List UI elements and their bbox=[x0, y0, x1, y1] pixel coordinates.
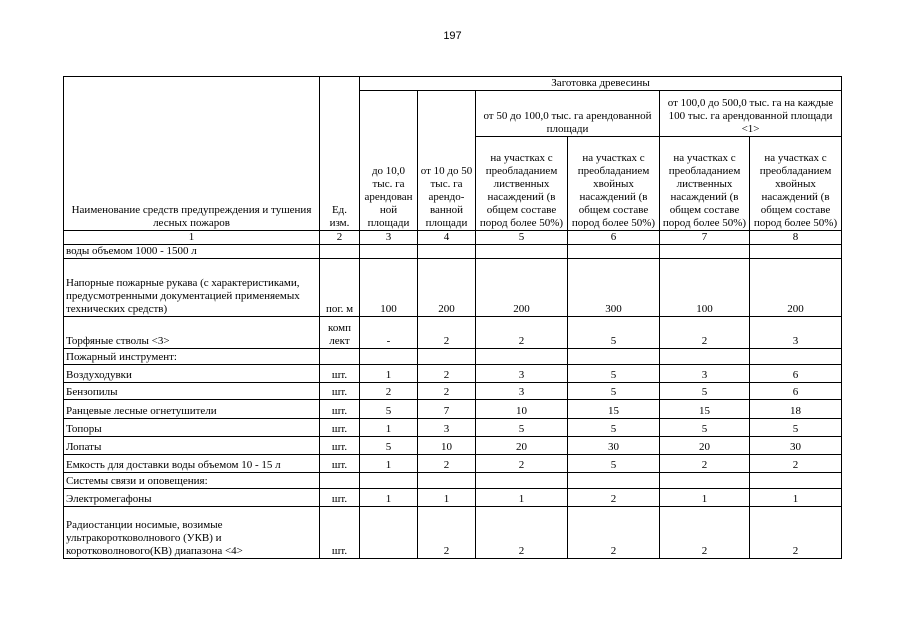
row-unit: шт. bbox=[320, 507, 360, 559]
table-row bbox=[64, 245, 842, 259]
row-name: воды объемом 1000 - 1500 л bbox=[64, 245, 320, 259]
header-dec-2: на участках с преобладанием лиственных насаждений (в общем составе пород более 50%) bbox=[660, 137, 750, 231]
row-value: 2 bbox=[418, 317, 476, 349]
row-value: 100 bbox=[360, 259, 418, 317]
row-value: 3 bbox=[418, 419, 476, 437]
row-value: 5 bbox=[750, 419, 842, 437]
row-value: 2 bbox=[568, 489, 660, 507]
row-value: 2 bbox=[660, 455, 750, 473]
row-unit: шт. bbox=[320, 383, 360, 400]
header-unit: Ед. изм. bbox=[320, 77, 360, 231]
row-value: 10 bbox=[418, 437, 476, 455]
row-value: 3 bbox=[750, 317, 842, 349]
table-row bbox=[64, 259, 842, 317]
row-value: 1 bbox=[418, 489, 476, 507]
row-name: Топоры bbox=[64, 419, 320, 437]
row-value: 5 bbox=[360, 437, 418, 455]
table-row bbox=[64, 419, 842, 437]
row-value: 5 bbox=[660, 419, 750, 437]
row-value: 200 bbox=[476, 259, 568, 317]
row-name: Лопаты bbox=[64, 437, 320, 455]
row-value: 1 bbox=[750, 489, 842, 507]
table-row bbox=[64, 400, 842, 419]
row-unit: шт. bbox=[320, 400, 360, 419]
row-value: 5 bbox=[568, 383, 660, 400]
row-value: 2 bbox=[418, 507, 476, 559]
column-numbers-row bbox=[64, 231, 842, 245]
row-value: 5 bbox=[360, 400, 418, 419]
table-row bbox=[64, 473, 842, 489]
norms-table bbox=[63, 76, 842, 559]
row-value: 5 bbox=[568, 317, 660, 349]
row-value: 2 bbox=[418, 455, 476, 473]
row-value: 30 bbox=[568, 437, 660, 455]
row-value: 2 bbox=[476, 507, 568, 559]
row-unit: шт. bbox=[320, 455, 360, 473]
row-value: 2 bbox=[476, 455, 568, 473]
row-value: 5 bbox=[476, 419, 568, 437]
row-value: 2 bbox=[660, 317, 750, 349]
row-value: 1 bbox=[476, 489, 568, 507]
row-value: 15 bbox=[660, 400, 750, 419]
column-number: 6 bbox=[568, 231, 660, 245]
row-value: 5 bbox=[568, 365, 660, 383]
column-number: 4 bbox=[418, 231, 476, 245]
header-sub-d: от 100,0 до 500,0 тыс. га на каждые 100 тыс. га арендованной площади <1> bbox=[660, 91, 842, 137]
row-value: 5 bbox=[660, 383, 750, 400]
row-value: 5 bbox=[568, 419, 660, 437]
row-value: 1 bbox=[660, 489, 750, 507]
row-value: 1 bbox=[360, 419, 418, 437]
row-value bbox=[360, 507, 418, 559]
row-name: Ранцевые лесные огнетушители bbox=[64, 400, 320, 419]
row-value: 200 bbox=[750, 259, 842, 317]
header-sub-b: от 10 до 50 тыс. га арендо- ванной площади bbox=[418, 91, 476, 231]
row-value: 1 bbox=[360, 455, 418, 473]
row-value: 3 bbox=[476, 383, 568, 400]
table-row bbox=[64, 349, 842, 365]
row-unit: шт. bbox=[320, 437, 360, 455]
row-value: 6 bbox=[750, 383, 842, 400]
column-number: 1 bbox=[64, 231, 320, 245]
row-name: Напорные пожарные рукава (с характеристиками, предусмотренными документацией применяемых технических средств) bbox=[64, 259, 320, 317]
table-row bbox=[64, 455, 842, 473]
table-row bbox=[64, 437, 842, 455]
row-value: 6 bbox=[750, 365, 842, 383]
header-group: Заготовка древесины bbox=[360, 77, 842, 91]
row-value: 3 bbox=[476, 365, 568, 383]
row-value: 5 bbox=[568, 455, 660, 473]
header-name: Наименование средств предупреждения и тушения лесных пожаров bbox=[64, 77, 320, 231]
table-row bbox=[64, 365, 842, 383]
row-unit bbox=[320, 317, 360, 349]
page-number: 197 bbox=[443, 30, 462, 42]
row-value: 20 bbox=[476, 437, 568, 455]
row-value: 15 bbox=[568, 400, 660, 419]
row-value: 100 bbox=[660, 259, 750, 317]
row-unit-part: лект bbox=[329, 335, 350, 347]
row-value: 30 bbox=[750, 437, 842, 455]
row-name: Пожарный инструмент: bbox=[64, 349, 320, 365]
row-value: 18 bbox=[750, 400, 842, 419]
row-value: 2 bbox=[568, 507, 660, 559]
row-name: Емкость для доставки воды объемом 10 - 15 л bbox=[64, 455, 320, 473]
header-dec-1: на участках с преобладанием лиственных насаждений (в общем составе пород более 50%) bbox=[476, 137, 568, 231]
row-value: 200 bbox=[418, 259, 476, 317]
row-value: 1 bbox=[360, 489, 418, 507]
column-number: 5 bbox=[476, 231, 568, 245]
table-row bbox=[64, 383, 842, 400]
row-value: 2 bbox=[750, 455, 842, 473]
table-row bbox=[64, 489, 842, 507]
row-value: 2 bbox=[418, 383, 476, 400]
column-number: 2 bbox=[320, 231, 360, 245]
row-value: 2 bbox=[750, 507, 842, 559]
row-value: 300 bbox=[568, 259, 660, 317]
row-name: Воздуходувки bbox=[64, 365, 320, 383]
row-unit: шт. bbox=[320, 419, 360, 437]
row-value: 1 bbox=[360, 365, 418, 383]
header-con-2: на участках с преобладанием хвойных насаждений (в общем составе пород более 50%) bbox=[750, 137, 842, 231]
header-sub-a: до 10,0 тыс. га арендован ной площади bbox=[360, 91, 418, 231]
table-row bbox=[64, 317, 842, 349]
row-unit: шт. bbox=[320, 365, 360, 383]
row-name: Бензопилы bbox=[64, 383, 320, 400]
row-value: 2 bbox=[418, 365, 476, 383]
row-value: 7 bbox=[418, 400, 476, 419]
row-name: Электромегафоны bbox=[64, 489, 320, 507]
row-name: Торфяные стволы <3> bbox=[64, 317, 320, 349]
row-value: 2 bbox=[476, 317, 568, 349]
row-value: 20 bbox=[660, 437, 750, 455]
row-name: Системы связи и оповещения: bbox=[64, 473, 320, 489]
column-number: 8 bbox=[750, 231, 842, 245]
table-row bbox=[64, 507, 842, 559]
row-value: 10 bbox=[476, 400, 568, 419]
row-unit: шт. bbox=[320, 489, 360, 507]
row-name: Радиостанции носимые, возимые ультракоротковолнового (УКВ) и коротковолнового(КВ) диапазона <4> bbox=[64, 507, 320, 559]
column-number: 7 bbox=[660, 231, 750, 245]
row-value: - bbox=[360, 317, 418, 349]
row-value: 2 bbox=[360, 383, 418, 400]
header-con-1: на участках с преобладанием хвойных насаждений (в общем составе пород более 50%) bbox=[568, 137, 660, 231]
header-sub-c: от 50 до 100,0 тыс. га арендованной площади bbox=[476, 91, 660, 137]
row-unit-part: комп bbox=[328, 322, 351, 334]
row-value: 2 bbox=[660, 507, 750, 559]
column-number: 3 bbox=[360, 231, 418, 245]
row-unit: пог. м bbox=[320, 259, 360, 317]
row-value: 3 bbox=[660, 365, 750, 383]
